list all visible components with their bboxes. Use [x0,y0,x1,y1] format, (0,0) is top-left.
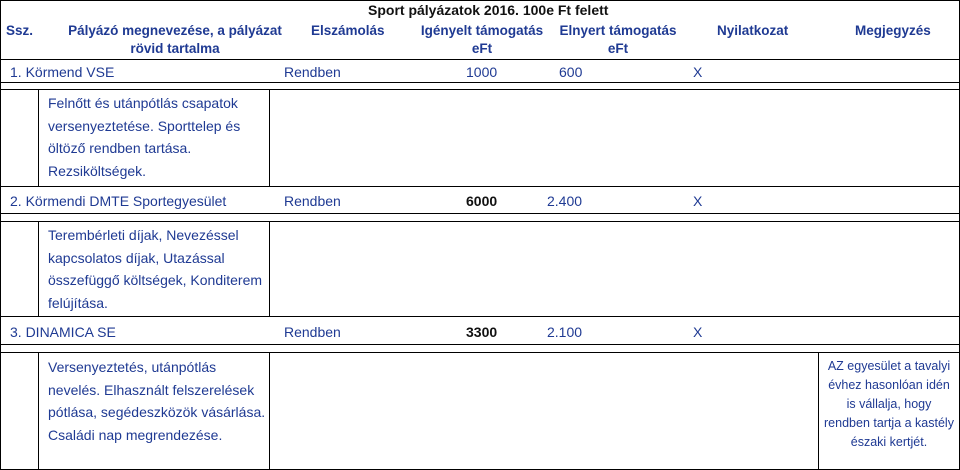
row-1-nyilatkozat: X [693,64,703,80]
row-3-elnyert: 2.100 [547,324,583,340]
row-2-elszamolas: Rendben [284,193,341,209]
grid-line [0,0,1,470]
header-igenyelt-line1: Igényelt támogatás [420,23,544,38]
grid-line [0,352,960,353]
document-title: Sport pályázatok 2016. 100e Ft felett [368,2,609,18]
grid-line [38,89,39,186]
grid-line [269,221,270,316]
row-2-igenyelt: 6000 [466,193,498,209]
row-3-igenyelt: 3300 [466,324,498,340]
row-3-elszamolas: Rendben [284,324,341,340]
row-2-elnyert: 2.400 [547,193,583,209]
row-3-megjegyzes: AZ egyesület a tavalyi évhez hasonlóan idén is vállalja, hogy rendben tartja a kastély északi kertjét. [824,359,954,449]
grid-line [0,316,960,317]
grid-line [0,213,960,214]
row-1-elszamolas: Rendben [284,64,341,80]
row-2-description: Terembérleti díjak, Nevezéssel kapcsolatos díjak, Utazással összefüggő költségek, Konditerem felújítása. [48,227,263,311]
header-palyazo-line2: rövid tartalma [130,41,220,56]
grid-line [269,89,270,186]
row-3-description: Versenyeztetés, utánpótlás nevelés. Elhasznált felszerelések pótlása, segédeszközök vásárlása. Családi nap megrendezése. [48,359,266,443]
row-2-nyilatkozat: X [693,193,703,209]
row-1-igenyelt: 1000 [466,64,498,80]
grid-line [0,82,960,83]
header-elnyert-line1: Elnyert támogatás [559,23,677,38]
header-nyilatkozat: Nyilatkozat [717,23,789,38]
grid-line [0,89,960,90]
row-1-name: 1. Körmend VSE [10,64,115,80]
row-1-description: Felnőtt és utánpótlás csapatok versenyeztetése. Sporttelep és öltöző rendben tartása. Rezsiköltségek. [48,95,241,179]
grid-line [0,186,960,187]
header-elnyert-line2: eFt [607,41,629,56]
row-3-nyilatkozat: X [693,324,703,340]
grid-line [0,221,960,222]
header-elszamolas: Elszámolás [311,23,385,38]
header-megjegyzes: Megjegyzés [855,23,931,38]
row-3-name: 3. DINAMICA SE [10,324,116,340]
grid-line [0,0,960,1]
header-ssz: Ssz. [6,23,34,38]
grid-line [818,352,819,470]
header-igenyelt-line2: eFt [471,41,493,56]
header-palyazo-line1: Pályázó megnevezése, a pályázat [68,23,282,38]
grid-line [0,344,960,345]
grid-line [38,221,39,316]
grid-line [38,352,39,470]
row-2-name: 2. Körmendi DMTE Sportegyesület [10,193,227,209]
row-1-elnyert: 600 [559,64,583,80]
grid-line [269,352,270,470]
grid-line [0,59,960,60]
